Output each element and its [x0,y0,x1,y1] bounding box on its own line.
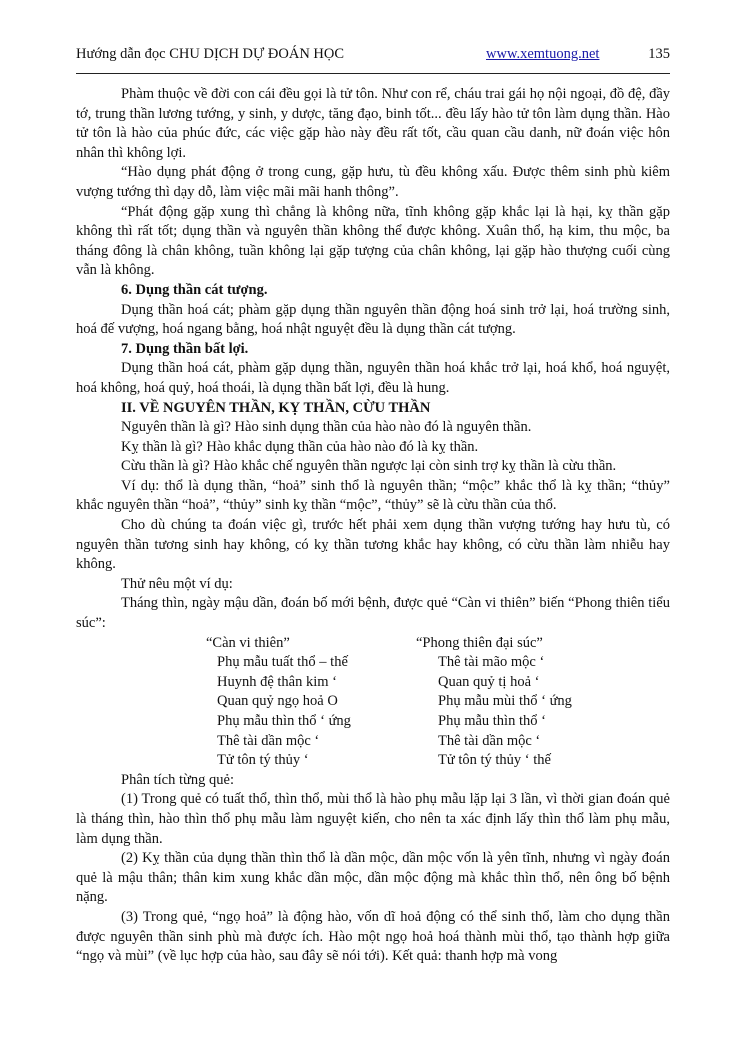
page-header [76,46,670,68]
right-hexagram-title: “Phong thiên đại súc” [416,634,543,651]
right-hexagram-line: Phụ mẫu mùi thổ ‘ ứng [438,693,572,710]
page-number: 135 [648,46,670,62]
right-hexagram-line: Quan quỷ tị hoả ‘ [438,673,540,690]
paragraph: Dụng thần hoá cát, phàm gặp dụng thần, nguyên thần hoá khắc trở lại, hoá khổ, hoá nguyệt, hoá không, hoá quỷ, hoá thoái, là dụng thần bất lợi, đều là hung. [76,360,670,396]
book-title: Hướng dẫn đọc CHU DỊCH DỰ ĐOÁN HỌC [76,46,345,62]
section-heading: II. VỀ NGUYÊN THẦN, KỴ THẦN, CỪU THẦN [121,399,431,416]
left-hexagram-line: Tử tôn tý thủy ‘ [217,752,309,769]
paragraph: “Phát động gặp xung thì chẳng là không nữa, tĩnh không gặp khắc lại là hại, kỵ thần gặp không thì rất tốt; dụng thần và nguyên thần không thể được không. Xuân thổ, hạ kim, thu mộc, ba tháng đông là chân không, tuần không lại gặp tượng của chân không, lại gặp hào thượng cuối cùng vẫn là không. [76,203,670,279]
paragraph: Nguyên thần là gì? Hào sinh dụng thần của hào nào đó là nguyên thần. [121,419,532,436]
section-heading: 6. Dụng thần cát tượng. [121,281,268,298]
paragraph: Tháng thìn, ngày mậu dần, đoán bố mới bệnh, được quẻ “Càn vi thiên” biến “Phong thiên tiểu súc”: [76,595,670,632]
paragraph: Phân tích từng quẻ: [121,771,234,788]
paragraph: Ví dụ: thổ là dụng thần, “hoả” sinh thổ là nguyên thần; “mộc” khắc thổ là kỵ thần; “thủy” khắc nguyên thần “hoả”, “thủy” sinh kỵ thần “mộc”, “thủy” sẽ là cừu thần của thổ. [76,477,670,514]
header-divider [76,73,670,74]
paragraph-group-b [76,771,670,967]
paragraph: Cho dù chúng ta đoán việc gì, trước hết phải xem dụng thần vượng tướng hay hưu tù, có nguyên thần tương sinh hay không, có kỵ thần tương khắc hay không, có cừu thần làm nhiễu hay không. [76,517,670,573]
right-hexagram-line: Tử tôn tý thủy ‘ thế [438,752,551,769]
paragraph: (2) Kỵ thần của dụng thần thìn thổ là dần mộc, dần mộc vốn là yên tĩnh, nhưng vì ngày đoán quẻ là mậu thân; thân kim xung khắc dần mộc, dần mộc động mà khắc thìn thổ, nên ông bố bệnh nặng. [76,850,670,906]
right-hexagram-line: Phụ mẫu thìn thổ ‘ [438,713,546,729]
paragraph: (3) Trong quẻ, “ngọ hoả” là động hào, vốn dĩ hoả động có thể sinh thổ, làm cho dụng thần được nguyên thần sinh phù mà được ích. Hào một ngọ hoả hoá thành mùi thổ, tạo thành hợp giữa “ngọ và mùi” (về lục hợp của hào, sau đây sẽ nói tới). Kết quả: thanh hợp mà vong [76,908,670,965]
left-hexagram-line: Phụ mẫu tuất thổ – thế [217,654,348,671]
left-hexagram-line: Phụ mẫu thìn thổ ‘ ứng [217,713,351,729]
hexagram-table [206,634,670,771]
website-link[interactable]: www.xemtuong.net [486,46,600,62]
left-hexagram-line: Huynh đệ thân kim ‘ [217,673,338,690]
left-hexagram-title: “Càn vi thiên” [206,634,290,651]
paragraph: “Hào dụng phát động ở trong cung, gặp hưu, tù đều không xấu. Được thêm sinh phù kiêm vượng tướng thì dạy dỗ, làm việc mãi mãi hanh thông”. [76,164,670,200]
paragraph: Thử nêu một ví dụ: [121,575,233,592]
section-heading: 7. Dụng thần bất lợi. [121,340,249,357]
left-hexagram-line: Thê tài dần mộc ‘ [217,732,320,749]
paragraph-group-a [76,85,670,634]
paragraph: Cừu thần là gì? Hào khắc chế nguyên thần ngược lại còn sinh trợ kỵ thần là cừu thần. [121,458,617,475]
paragraph: Kỵ thần là gì? Hào khắc dụng thần của hào nào đó là kỵ thần. [121,438,479,455]
right-hexagram-line: Thê tài mão mộc ‘ [438,654,545,671]
paragraph: Dụng thần hoá cát; phàm gặp dụng thần nguyên thần động hoá sinh trở lại, hoá trường sinh, hoá đế vượng, hoá ngang bằng, hoá nhật nguyệt đều là dụng thần cát tượng. [76,301,670,338]
paragraph: Phàm thuộc về đời con cái đều gọi là tử tôn. Như con rể, cháu trai gái họ nội ngoại, đồ đệ, đầy tớ, trung thần lương tướng, y sinh, y dược, tăng đạo, binh tốt... đều lấy hào tử tôn làm dụng thần. Hào tử tôn là hào của phúc đức, các việc gặp hào này đều rất tốt, cầu quan cầu danh, nữ đoán việc hôn nhân thì không lợi. [76,86,670,161]
right-hexagram-line: Thê tài dần mộc ‘ [438,732,541,749]
page-body [76,85,670,967]
paragraph: (1) Trong quẻ có tuất thổ, thìn thổ, mùi thổ là hào phụ mẫu lặp lại 3 lần, vì thời gian đoán quẻ là tháng thìn, hào thìn thổ phụ mẫu làm nguyệt kiến, cho nên ta xác định lấy thìn thổ làm phụ mẫu, làm dụng thần. [76,791,670,847]
left-hexagram-line: Quan quỷ ngọ hoả O [217,693,338,710]
